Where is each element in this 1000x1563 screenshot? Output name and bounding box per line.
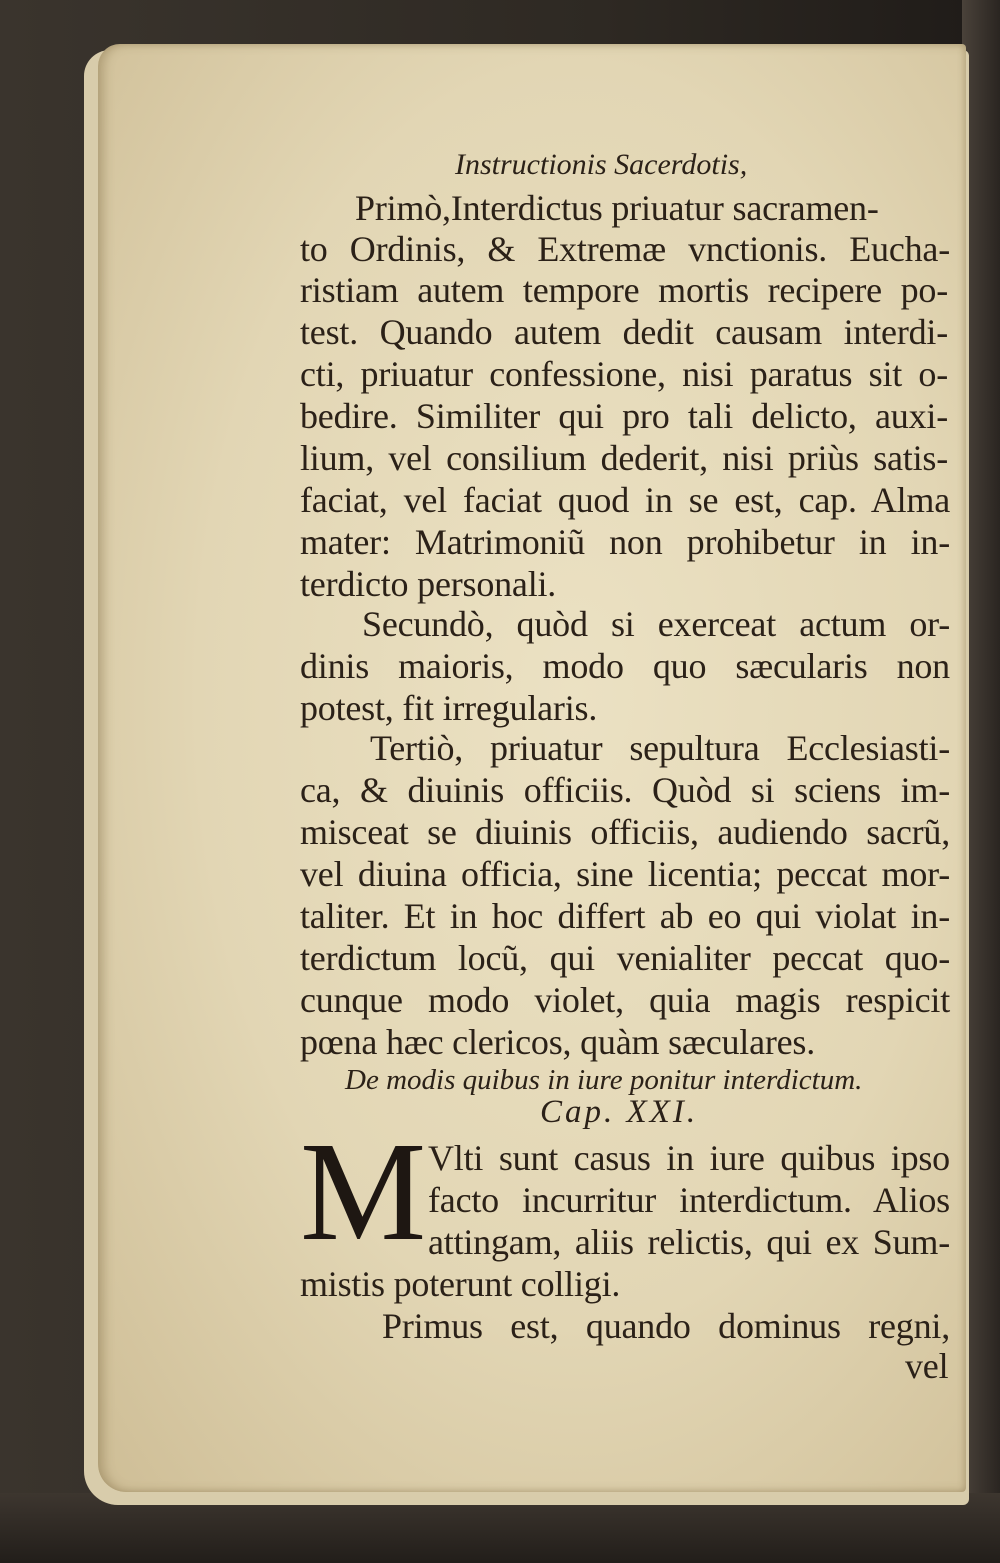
text-line: attingam, aliis relictis, qui ex Sum- [428,1222,950,1262]
text-line: terdictum locũ, qui venialiter peccat quo- [300,938,950,978]
text-line: mater: Matrimoniũ non prohibetur in in- [300,522,950,562]
chapter-heading: De modis quibus in iure ponitur interdictum. [345,1064,863,1096]
text-line: Secundò, quòd si exerceat actum or- [362,604,950,644]
text-line: facto incurritur interdictum. Alios [428,1180,950,1220]
text-line: bedire. Similiter qui pro tali delicto, auxi- [300,396,948,436]
text-line: ca, & diuinis officiis. Quòd si sciens im- [300,770,950,810]
text-line: potest, fit irregularis. [300,688,598,728]
text-line: Primò,Interdictus priuatur sacramen- [355,188,879,228]
text-line: pœna hæc clericos, quàm sæculares. [300,1022,816,1062]
chapter-number: Cap. XXI. [540,1094,699,1130]
text-line: Tertiò, priuatur sepultura Ecclesiasti- [370,728,950,768]
text-line: cti, priuatur confessione, nisi paratus sit o- [300,354,948,394]
text-line: Vlti sunt casus in iure quibus ipso [428,1138,950,1178]
text-line: to Ordinis, & Extremæ vnctionis. Eucha- [300,229,950,269]
text-line: misceat se diuinis officiis, audiendo sacrũ, [300,812,950,852]
text-line: terdicto personali. [300,564,557,604]
text-line: dinis maioris, modo quo sæcularis non [300,646,950,686]
text-line: faciat, vel faciat quod in se est, cap. Alma [300,480,950,520]
text-line: test. Quando autem dedit causam interdi- [300,312,948,352]
running-title: Instructionis Sacerdotis, [455,148,748,181]
text-line: vel diuina officia, sine licentia; peccat mor- [300,854,950,894]
text-line: ristiam autem tempore mortis recipere po- [300,270,948,310]
catchword: vel [905,1346,949,1386]
text-line: lium, vel consilium dederit, nisi priùs satis- [300,438,948,478]
text-line: mistis poterunt colligi. [300,1264,621,1304]
text-line: taliter. Et in hoc differt ab eo qui violat in- [300,896,950,936]
text-line: Primus est, quando dominus regni, [382,1306,950,1346]
drop-cap: M [300,1112,427,1270]
text-line: cunque modo violet, quia magis respicit [300,980,950,1020]
